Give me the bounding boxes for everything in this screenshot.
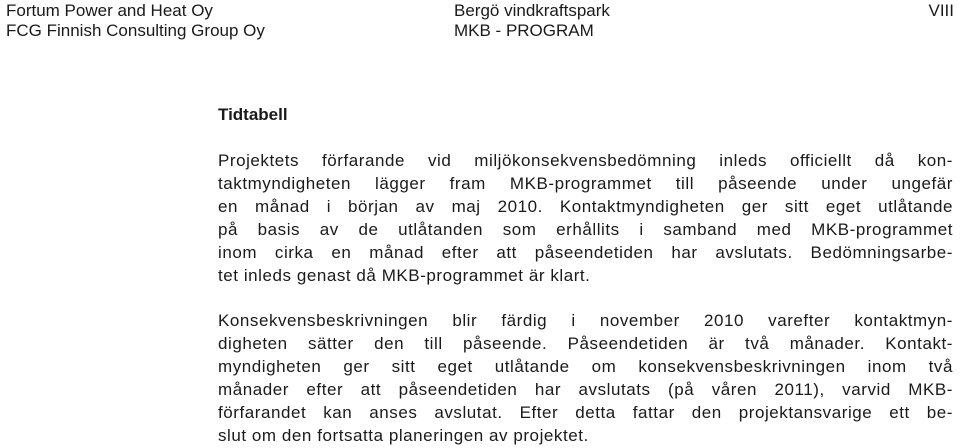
section-title: Tidtabell — [218, 105, 288, 124]
header-company-name: Fortum Power and Heat Oy — [6, 1, 213, 20]
body-paragraph — [218, 149, 953, 288]
page-header — [0, 0, 960, 44]
paragraph-line: förfarandet kan anses avslutat. Efter detta fattar den projektansvarige ett be- — [218, 403, 953, 423]
header-document-type: MKB - PROGRAM — [454, 21, 594, 40]
paragraph-line: en månad i början av maj 2010. Kontaktmyndigheten ger sitt eget utlåtande — [218, 197, 953, 217]
paragraph-line: myndigheten ger sitt eget utlåtande om konsekvensbeskrivningen inom två — [218, 357, 953, 377]
paragraph-line: månader efter att påseendetiden har avslutats (på våren 2011), varvid MKB- — [218, 380, 953, 400]
paragraph-line: på basis av de utlåtanden som erhållits i samband med MKB-programmet — [218, 220, 953, 240]
paragraph-line: taktmyndigheten lägger fram MKB-programmet till påseende under ungefär — [218, 174, 953, 194]
header-project-name: Bergö vindkraftspark — [454, 1, 610, 20]
paragraph-line: inom cirka en månad efter att påseendetiden har avslutats. Bedömningsarbe- — [218, 243, 953, 263]
paragraph-line: digheten sätter den till påseende. Påseendetiden är två månader. Kontakt- — [218, 334, 953, 354]
header-page-number: VIII — [928, 1, 954, 20]
paragraph-line: Projektets förfarande vid miljökonsekvensbedömning inleds officiellt då kon- — [218, 151, 953, 170]
body-paragraph — [218, 309, 953, 448]
paragraph-line: slut om den fortsatta planeringen av projektet. — [218, 426, 589, 446]
paragraph-line: tet inleds genast då MKB-programmet är klart. — [218, 266, 591, 286]
header-consultant-name: FCG Finnish Consulting Group Oy — [6, 21, 265, 40]
paragraph-line: Konsekvensbeskrivningen blir färdig i november 2010 varefter kontaktmyn- — [218, 311, 953, 330]
